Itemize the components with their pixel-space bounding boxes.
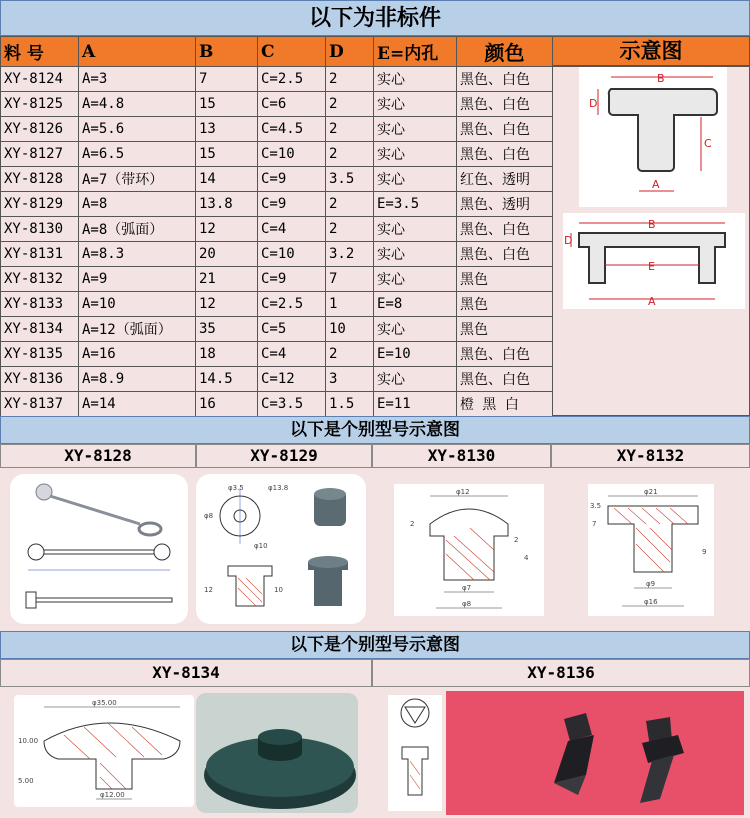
- cell-d: 2: [326, 142, 374, 167]
- label-a: A: [652, 178, 660, 191]
- model-label-8129: XY-8129: [196, 444, 372, 468]
- cell-color: 橙 黑 白: [457, 392, 553, 417]
- cell-e: 实心: [374, 167, 457, 192]
- label-c: C: [704, 137, 712, 150]
- cell-part-no: XY-8135: [1, 342, 79, 367]
- dim-8134-top: φ35.00: [92, 699, 117, 707]
- model-label-8128: XY-8128: [0, 444, 196, 468]
- label-e: E: [648, 260, 655, 273]
- cell-part-no: XY-8133: [1, 292, 79, 317]
- col-e: E=内孔: [374, 37, 457, 67]
- cell-b: 14.5: [196, 367, 258, 392]
- table-row: [1, 317, 553, 342]
- cell-color: 黑色、白色: [457, 142, 553, 167]
- xy8129-drawing: [196, 474, 366, 624]
- cell-d: 1: [326, 292, 374, 317]
- dim-8130-h3: 4: [524, 554, 529, 562]
- cell-d: 2: [326, 342, 374, 367]
- table-row: [1, 367, 553, 392]
- cell-a: A=6.5: [79, 142, 196, 167]
- cell-part-no: XY-8136: [1, 367, 79, 392]
- model-label-8134: XY-8134: [0, 659, 372, 687]
- cell-b: 15: [196, 92, 258, 117]
- col-a: A: [79, 37, 196, 67]
- cell-b: 12: [196, 292, 258, 317]
- cell-c: C=4.5: [258, 117, 326, 142]
- model-label-8132: XY-8132: [551, 444, 750, 468]
- cell-part-no: XY-8128: [1, 167, 79, 192]
- dim-8132-w2: φ16: [644, 598, 658, 606]
- table-row: [1, 117, 553, 142]
- cell-color: 黑色、白色: [457, 92, 553, 117]
- cell-b: 13: [196, 117, 258, 142]
- table-row: [1, 342, 553, 367]
- cell-d: 3: [326, 367, 374, 392]
- table-row: [1, 92, 553, 117]
- dim-8132-h3: 9: [702, 548, 707, 556]
- cell-a: A=8（弧面）: [79, 217, 196, 242]
- cell-c: C=12: [258, 367, 326, 392]
- cell-b: 13.8: [196, 192, 258, 217]
- table-row: [1, 392, 553, 417]
- cell-c: C=6: [258, 92, 326, 117]
- cell-color: 黑色: [457, 292, 553, 317]
- cell-part-no: XY-8124: [1, 67, 79, 92]
- cell-a: A=16: [79, 342, 196, 367]
- cell-c: C=2.5: [258, 67, 326, 92]
- xy8132-drawing: [588, 484, 714, 616]
- xy8134-drawing: [14, 695, 194, 807]
- dim-8130-h1: 2: [410, 520, 415, 528]
- cell-c: C=2.5: [258, 292, 326, 317]
- cell-e: 实心: [374, 317, 457, 342]
- model-photos-banner: 以下是个别型号示意图: [0, 631, 750, 659]
- cell-d: 3.2: [326, 242, 374, 267]
- cell-e: 实心: [374, 217, 457, 242]
- cell-b: 16: [196, 392, 258, 417]
- dim-8132-w1: φ9: [646, 580, 656, 588]
- col-color: 颜色: [457, 37, 553, 67]
- cell-b: 7: [196, 67, 258, 92]
- cell-c: C=3.5: [258, 392, 326, 417]
- cell-b: 20: [196, 242, 258, 267]
- cell-d: 2: [326, 217, 374, 242]
- cell-color: 黑色、白色: [457, 217, 553, 242]
- cell-color: 黑色、白色: [457, 367, 553, 392]
- table-row: [1, 267, 553, 292]
- model-label-8136: XY-8136: [372, 659, 750, 687]
- cell-c: C=4: [258, 342, 326, 367]
- cell-d: 7: [326, 267, 374, 292]
- cell-part-no: XY-8130: [1, 217, 79, 242]
- xy8130-drawing: [394, 484, 544, 616]
- cell-a: A=8.3: [79, 242, 196, 267]
- dim-8134-h1: 10.00: [18, 737, 39, 745]
- cell-e: E=3.5: [374, 192, 457, 217]
- dim-8130-h2: 2: [514, 536, 519, 544]
- col-c: C: [258, 37, 326, 67]
- table-row: [1, 142, 553, 167]
- label-b2: B: [648, 218, 656, 231]
- hollow-t-plug-drawing: [563, 213, 745, 309]
- cell-color: 黑色: [457, 267, 553, 292]
- label-b: B: [657, 72, 665, 85]
- cell-color: 黑色、白色: [457, 117, 553, 142]
- cell-e: E=11: [374, 392, 457, 417]
- dimension-diagram: [552, 66, 750, 416]
- cell-d: 2: [326, 67, 374, 92]
- model-labels-row-2: [0, 659, 750, 687]
- label-d2: D: [564, 234, 573, 247]
- dim-8132-h2: 7: [592, 520, 597, 528]
- cell-c: C=5: [258, 317, 326, 342]
- xy8134-photo: [196, 693, 358, 813]
- model-images-row-1: [0, 468, 750, 631]
- cell-b: 15: [196, 142, 258, 167]
- label-d: D: [589, 97, 598, 110]
- model-drawings-banner: 以下是个别型号示意图: [0, 416, 750, 444]
- cell-e: 实心: [374, 367, 457, 392]
- cell-c: C=10: [258, 242, 326, 267]
- cell-c: C=10: [258, 142, 326, 167]
- xy8136-photo: [446, 691, 744, 815]
- cell-a: A=4.8: [79, 92, 196, 117]
- dim-8129-foot: φ10: [254, 542, 268, 550]
- t-plug-diagrams: [553, 67, 749, 415]
- cell-e: 实心: [374, 242, 457, 267]
- table-row: [1, 292, 553, 317]
- cell-a: A=5.6: [79, 117, 196, 142]
- cell-a: A=10: [79, 292, 196, 317]
- table-row: [1, 67, 553, 92]
- cell-e: E=10: [374, 342, 457, 367]
- label-a2: A: [648, 295, 656, 308]
- xy8136-drawing: [388, 695, 442, 811]
- cell-d: 1.5: [326, 392, 374, 417]
- cell-color: 黑色、白色: [457, 342, 553, 367]
- dim-8129-h2: 10: [274, 586, 283, 594]
- table-row: [1, 217, 553, 242]
- cell-part-no: XY-8132: [1, 267, 79, 292]
- cell-c: C=9: [258, 267, 326, 292]
- cell-e: 实心: [374, 142, 457, 167]
- model-labels-row-1: [0, 444, 750, 468]
- cell-color: 黑色、透明: [457, 192, 553, 217]
- table-row: [1, 167, 553, 192]
- model-label-8130: XY-8130: [372, 444, 551, 468]
- nonstandard-parts-banner: 以下为非标件: [0, 0, 750, 36]
- cell-d: 2: [326, 92, 374, 117]
- cell-part-no: XY-8129: [1, 192, 79, 217]
- cell-e: E=8: [374, 292, 457, 317]
- cell-color: 黑色、白色: [457, 67, 553, 92]
- col-b: B: [196, 37, 258, 67]
- cell-b: 18: [196, 342, 258, 367]
- table-row: [1, 192, 553, 217]
- dim-8129-hole: φ3.5: [228, 484, 244, 492]
- dim-8129-top: φ13.8: [268, 484, 289, 492]
- cell-c: C=9: [258, 192, 326, 217]
- cell-part-no: XY-8126: [1, 117, 79, 142]
- cell-c: C=9: [258, 167, 326, 192]
- diagram-header: 示意图: [552, 36, 750, 66]
- dim-8134-h2: 5.00: [18, 777, 34, 785]
- cell-c: C=4: [258, 217, 326, 242]
- cell-b: 14: [196, 167, 258, 192]
- cell-a: A=14: [79, 392, 196, 417]
- cell-a: A=8.9: [79, 367, 196, 392]
- col-d: D: [326, 37, 374, 67]
- dim-8130-w1: φ7: [462, 584, 472, 592]
- cell-e: 实心: [374, 92, 457, 117]
- dim-8132-top: φ21: [644, 488, 658, 496]
- col-part-no: 料 号: [1, 37, 79, 67]
- model-images-row-2: [0, 687, 750, 818]
- cell-part-no: XY-8131: [1, 242, 79, 267]
- dim-8129-h: 12: [204, 586, 213, 594]
- dim-8132-h1: 3.5: [590, 502, 602, 510]
- cell-d: 10: [326, 317, 374, 342]
- dim-8130-top: φ12: [456, 488, 470, 496]
- cell-a: A=3: [79, 67, 196, 92]
- dim-8129-side: φ8: [204, 512, 214, 520]
- xy8128-drawing: [10, 474, 188, 624]
- cell-part-no: XY-8137: [1, 392, 79, 417]
- cell-color: 红色、透明: [457, 167, 553, 192]
- cell-part-no: XY-8134: [1, 317, 79, 342]
- cell-d: 2: [326, 117, 374, 142]
- cell-e: 实心: [374, 267, 457, 292]
- cell-b: 35: [196, 317, 258, 342]
- dim-8134-foot: φ12.00: [100, 791, 125, 799]
- spec-table: [0, 36, 553, 417]
- cell-color: 黑色、白色: [457, 242, 553, 267]
- cell-d: 3.5: [326, 167, 374, 192]
- cell-part-no: XY-8127: [1, 142, 79, 167]
- cell-a: A=7（带环）: [79, 167, 196, 192]
- solid-t-plug-drawing: [579, 67, 727, 207]
- cell-a: A=9: [79, 267, 196, 292]
- cell-b: 12: [196, 217, 258, 242]
- cell-a: A=12（弧面）: [79, 317, 196, 342]
- table-header-row: [1, 37, 553, 67]
- table-row: [1, 242, 553, 267]
- cell-e: 实心: [374, 67, 457, 92]
- dim-8130-w2: φ8: [462, 600, 472, 608]
- cell-b: 21: [196, 267, 258, 292]
- cell-part-no: XY-8125: [1, 92, 79, 117]
- cell-e: 实心: [374, 117, 457, 142]
- cell-color: 黑色: [457, 317, 553, 342]
- cell-d: 2: [326, 192, 374, 217]
- cell-a: A=8: [79, 192, 196, 217]
